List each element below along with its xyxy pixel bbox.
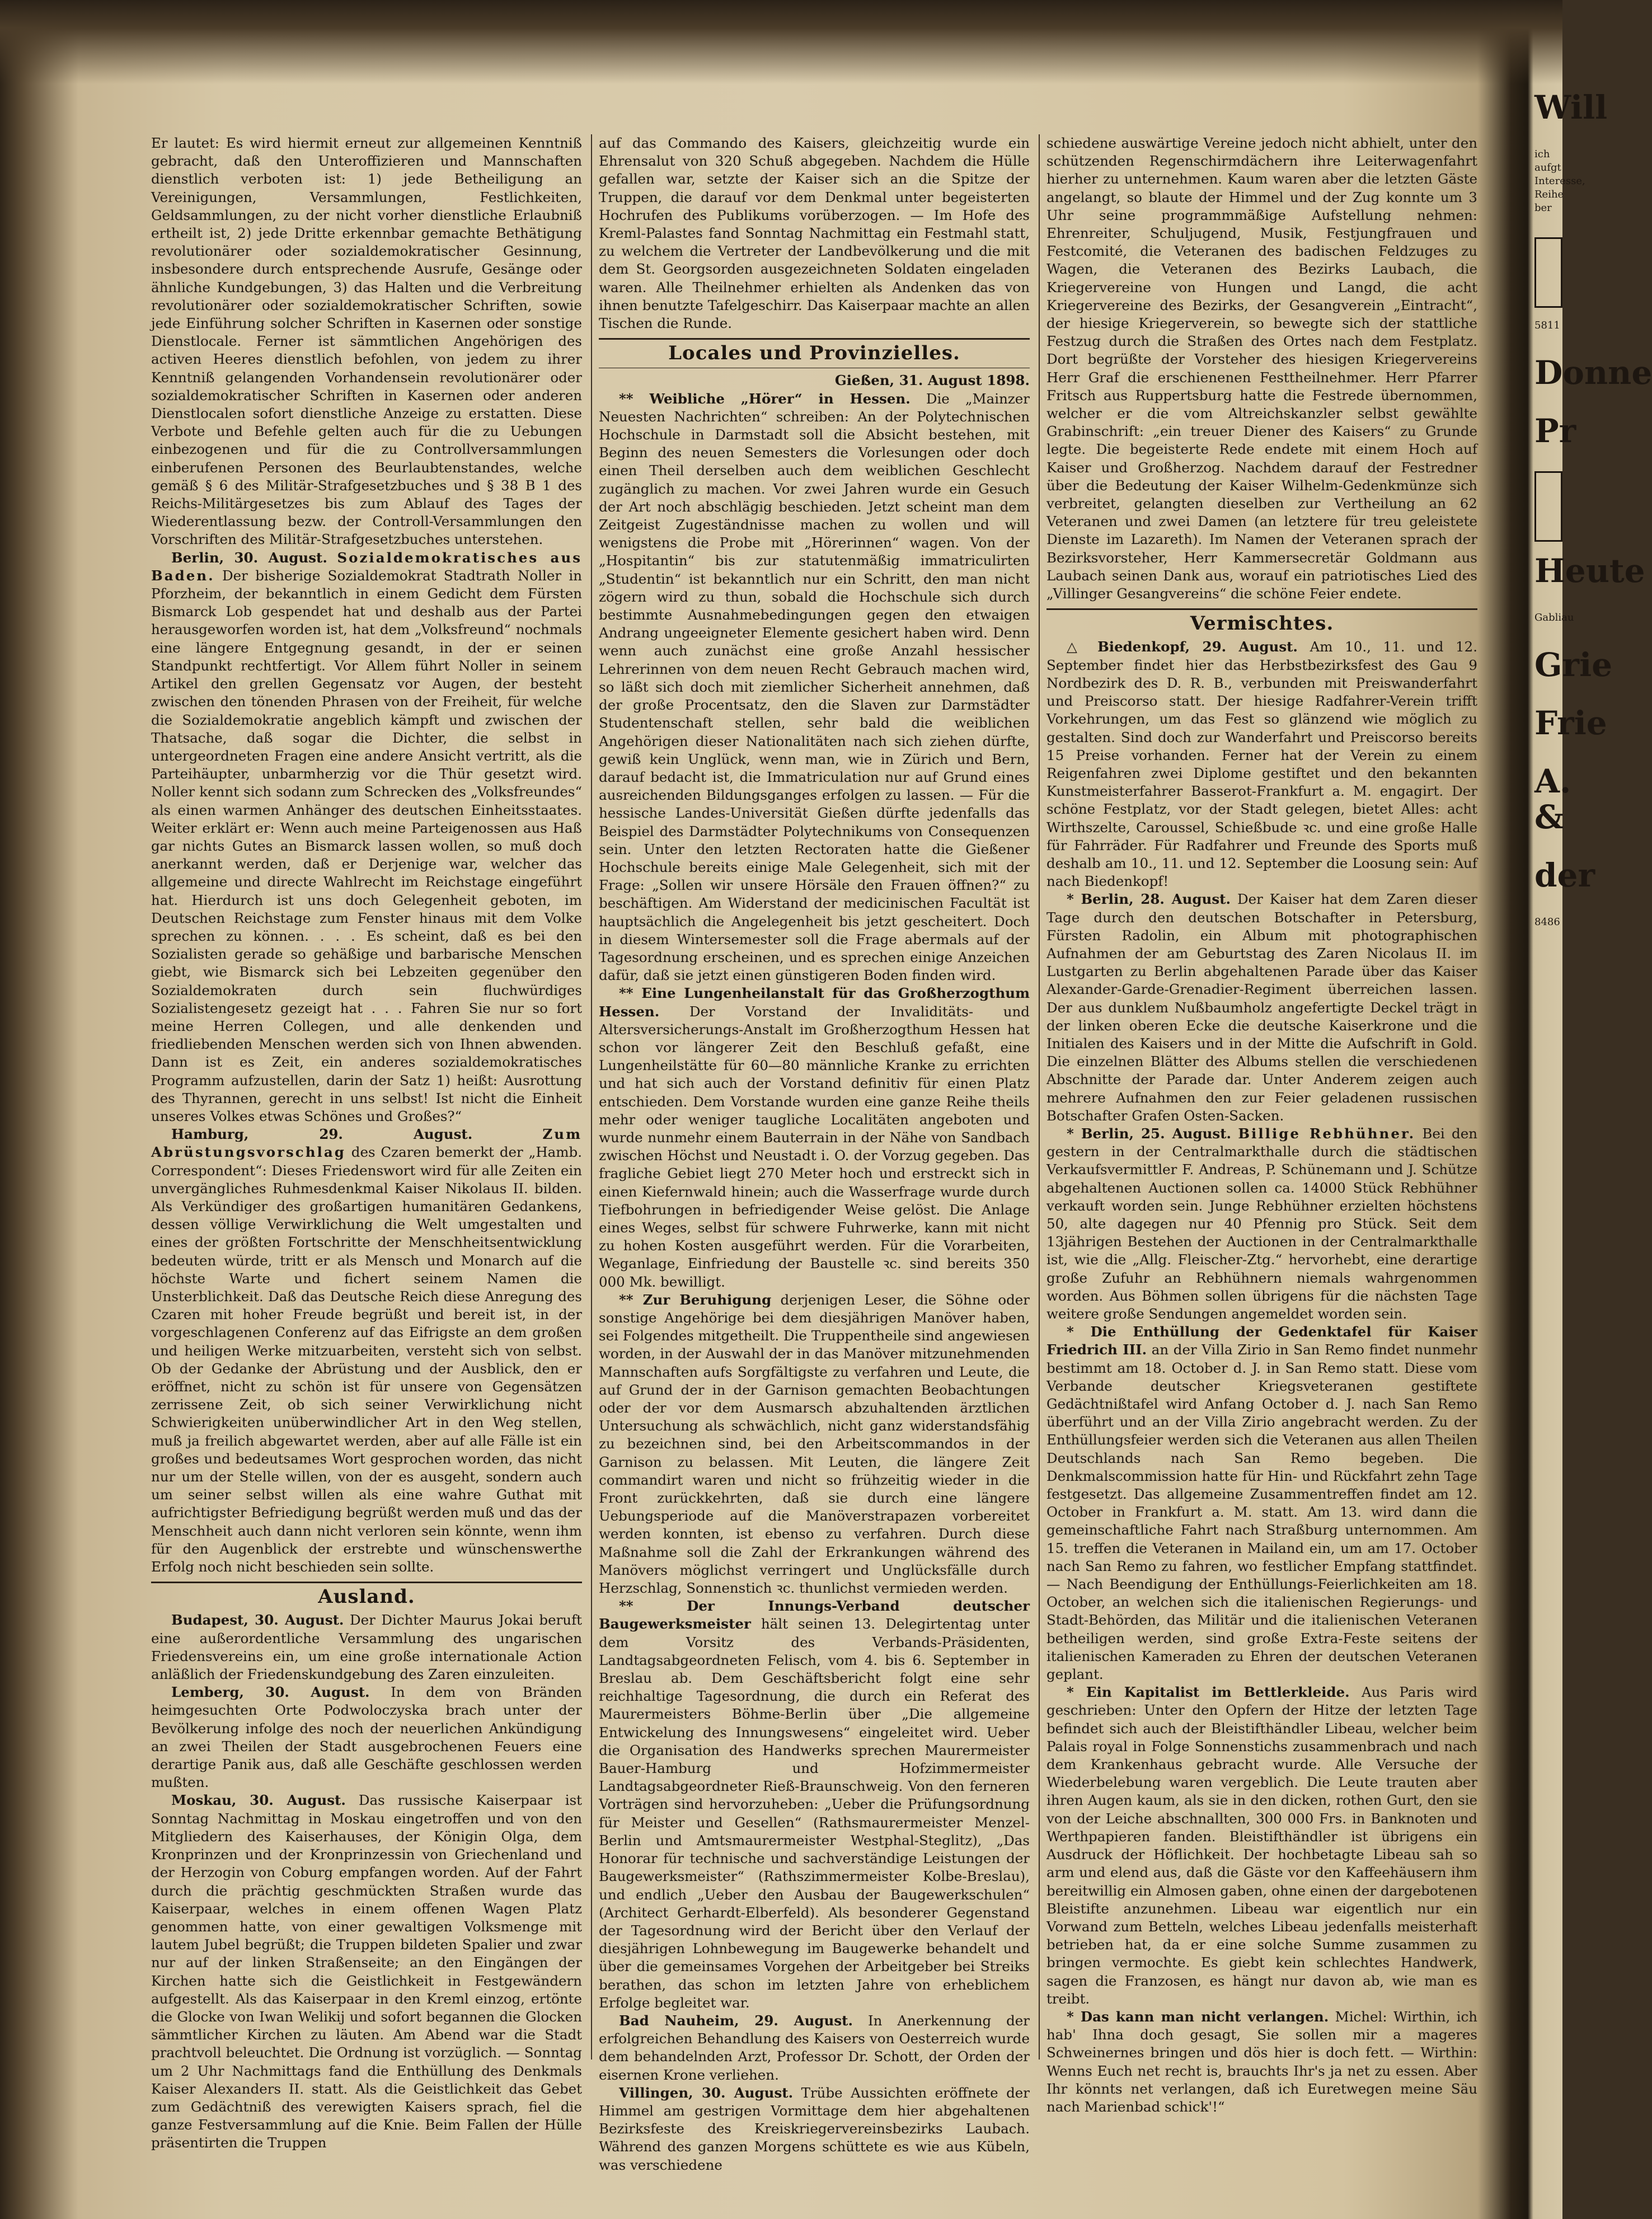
article-berlin-baden (151, 549, 582, 1126)
dateline-lemberg: Lemberg, 30. August. (171, 1684, 370, 1701)
headline-gedenktafel: * Die Enthüllung der Gedenktafel für Kaiser Friedrich III. (1046, 1324, 1477, 1358)
article-weibliche-hoerer (599, 390, 1030, 985)
article-body-moskau: Das russische Kaiserpaar ist Sonntag Nachmittag in Moskau eingetroffen und von den Mitgliedern des Kaiserhauses, der Königin Olga, dem Kronprinzen und der Kronprinzessin von Griechenland und der Herzogin von Coburg empfangen worden. Auf der Fahrt durch die prächtig geschmückten Straßen wurde das Kaiserpaar, welches in einem offenen Wagen Platz genommen hatte, von einer gewaltigen Volksmenge mit lautem Jubel begrüßt; die Truppen bildeten Spalier und zwar nur auf der linken Straßenseite; an den Eingängen der Kirchen hatte sich die Geistlichkeit in Festgewändern aufgestellt. Als das Kaiserpaar in den Kreml einzog, ertönte die Glocke von Iwan Welikij und sofort begannen die Glocken sämmtlicher Kirchen zu läuten. Am Abend war die Stadt prachtvoll beleuchtet. Die Ordnung ist vorzüglich. — Sonntag um 2 Uhr Nachmittags fand die Enthüllung des Denkmals Kaiser Alexanders II. statt. Als die Geistlichkeit das Gebet zum Gedächtniß des verewigten Kaisers sprach, fiel die ganze Festversammlung auf die Knie. Beim Fallen der Hülle präsentirten die Truppen (151, 1792, 582, 2151)
article-biedenkopf (1046, 638, 1477, 890)
strip-fragment-10: der (1534, 856, 1595, 894)
headline-abruestung: Zum Abrüstungsvorschlag (151, 1126, 582, 1161)
article-body-beruhigung: derjenigen Leser, die Söhne oder sonstige Angehörige bei dem diesjährigen Manöver haben, sei Folgendes mitgetheilt. Die Truppentheile sind angewiesen worden, in der Auswahl der in das Manöver mitzunehmenden Mannschaften aufs Sorgfältigste zu verfahren und Leute, die auf Grund der in der Garnison gemachten Beobachtungen oder der vor dem Ausmarsch abzuhaltenden ärztlichen Untersuchung als schwächlich, nicht ganz widerstandsfähig zu bezeichnen sind, bei den Arbeitscommandos in der Garnison zu belassen. Mit Leuten, die längere Zeit commandirt waren und nicht so frühzeitig wieder in die Front zurückkehrten, daß sie durch eine längere Uebungsperiode auf die Manöverstrapazen vorbereitet werden konnten, ist ebenso zu verfahren. Durch diese Maßnahme soll die Zahl der Erkrankungen während des Manövers möglichst verringert und Unglücksfälle durch Herzschlag, Sonnenstich ꝛc. thunlichst vermieden werden. (599, 1291, 1030, 1597)
article-military-decree: Er lautet: Es wird hiermit erneut zur allgemeinen Kenntniß gebracht, daß den Unteroffizieren und Mannschaften dienstlich verboten ist: 1) jede Betheiligung an Vereinigungen, Versammlungen, Festlichkeiten, Geldsammlungen, zu der nicht vorher dienstliche Erlaubniß ertheilt ist, 2) jede Dritte erkennbar gemachte Bethätigung revolutionärer oder sozialdemokratischer Gesinnung, insbesondere durch entsprechende Ausrufe, Gesänge oder ähnliche Kundgebungen, 3) das Halten und die Verbreitung revolutionärer oder sozialdemokratischer Schriften, sowie jede Einführung solcher Schriften in Kasernen oder sonstige Dienstlocale. Ferner ist sämmtlichen Angehörigen des activen Heeres dienstlich befohlen, von jedem zu ihrer Kenntniß gelangenden Vorhandensein revolutionärer oder sozialdemokratischer Schriften in Kasernen oder anderen Dienstlocalen sofort dienstliche Anzeige zu erstatten. Diese Verbote und Befehle gelten auch für die zu Uebungen einbezogenen und für die zu Controllversammlungen einberufenen Personen des Beurlaubtenstandes, welche gemäß § 6 des Militär-Strafgesetzbuches und § 38 B 1 des Reichs-Militärgesetzes bis zum Ablauf des Tages der Wiederentlassung bezw. der Controll-Versammlungen den Vorschriften des Militär-Strafgesetzbuches unterstehen. (151, 135, 582, 548)
dateline-villingen: Villingen, 30. August. (619, 2084, 794, 2101)
strip-fragment-2: ich aufgt Interesse, Reihe ber (1534, 148, 1585, 214)
strip-number-1: 5811 (1534, 320, 1560, 331)
headline-beruhigung: ** Zur Beruhigung (619, 1291, 772, 1308)
strip-fragment-6: Gabliau (1534, 612, 1574, 623)
strip-fragment-3: Donne (1534, 354, 1652, 392)
section-rule (1046, 608, 1477, 610)
headline-sozialdemokratisches: Sozialdemokratisches aus Baden. (151, 549, 583, 584)
dateline-budapest: Budapest, 30. August. (171, 1612, 344, 1629)
article-body-berlin: Der bisherige Sozialdemokrat Stadtrath Noller in Pforzheim, der bekanntlich in einem Gedicht dem Fürsten Bismarck Lob gespendet hat und deshalb aus der Partei herausgeworfen worden ist, hat dem „Volksfreund“ nochmals eine längere Entgegnung gesandt, in der er seinen Standpunkt rechtfertigt. Vor Allem führt Noller in seinem Artikel den grellen Gegensatz vor Augen, der besteht zwischen den tönenden Phrasen von der Freiheit, für welche die Sozialdemokratie angeblich kämpft und zwischen der Thatsache, daß sogar die Dichter, die selbst in untergeordneten Fragen eine andere Ansicht vertritt, als die Parteihäupter, unbarmherzig vor die Thür gesetzt wird. Noller kennt sich sodann zum Schrecken des „Volksfreundes“ als einen warmen Anhänger des deutschen Einheitsstaates. Weiter erklärt er: Wenn auch meine Parteigenossen aus Haß gar nichts Gutes an Bismarck lassen wollen, so muß doch anerkannt werden, daß er Derjenige war, welcher das allgemeine und directe Wahlrecht im Reichstage eingeführt hat. Hierdurch ist uns doch Gelegenheit geboten, im Deutschen Reichstage zum Fenster hinaus mit dem Volke sprechen zu können. . . . Es scheint, daß es bei den Sozialisten gerade so gehäßige und barbarische Menschen giebt, wie Bismarck sich bei Lebzeiten gegenüber den Sozialdemokraten durch sein fluchwürdiges Sozialistengesetz gezeigt hat . . . Fahren Sie nur so fort meine Herren Collegen, und alle denkenden und friedliebenden Menschen werden sich von Ihnen abwenden. Dann ist es Zeit, ein anderes sozialdemokratisches Programm aufzustellen, darin der Satz 1) heißt: Ausrottung des Thyrannen, gerecht in uns selbst! Ist nicht die Einheit unseres Volkes etwas Schönes und Großes?“ (151, 567, 582, 1124)
article-body-kapitalist: Aus Paris wird geschrieben: Unter den Opfern der Hitze der letzten Tage befindet sich auch der Bleistifthändler Libeau, welcher beim Palais royal in Folge Sonnenstichs zusammenbrach und nach dem Krankenhaus gebracht wurde. Alle Versuche der Wiederbelebung waren vergeblich. Die Leute trauten aber ihren Augen kaum, als sie in den dicken, rothen Gurt, den sie von der Leiche abschnallten, 300 000 Frs. in Banknoten und Werthpapieren fanden. Bleistifthändler ist übrigens ein Ausdruck der Höflichkeit. Der hochbetagte Libeau sah so arm und elend aus, daß die Gäste vor den Kaffeehäusern ihm bereitwillig ein Almosen gaben, ohne einen der dargebotenen Bleistifte anzunehmen. Libeau war eigentlich nur ein Vorwand zum Betteln, welches Libeau jedenfalls meisterhaft betrieben hat, da er eine solche Summe zusammen zu bringen vermochte. Es giebt kein schlechtes Handwerk, sagen die Franzosen, es hängt nur davon ab, wie man es treibt. (1046, 1684, 1478, 2007)
article-kapitalist (1046, 1683, 1477, 2008)
strip-fragment-1: Will (1534, 88, 1608, 126)
headline-lungenheilanstalt: ** Eine Lungenheilanstalt für das Großherzogthum Hessen. (599, 985, 1030, 1020)
article-nicht-verlangen (1046, 2008, 1477, 2116)
article-body-berlin-album: Der Kaiser hat dem Zaren dieser Tage durch den deutschen Botschafter in Petersburg, Fürsten Radolin, ein Album mit photographischen Aufnahmen der am Geburtstag des Zaren Nicolaus II. im Lustgarten zu Berlin abgehaltenen Parade über das Kaiser Alexander-Garde-Grenadier-Regiment überreichen lassen. Der aus dunklem Nußbaumholz angefertigte Deckel trägt in der linken oberen Ecke die deutsche Kaiserkrone und die Initialen des Kaisers und in der Mitte die Aufschrift in Gold. Die einzelnen Blätter des Albums stellen die verschiedenen Abschnitte der Parade dar. Unter Anderem zeigen auch mehrere Aufnahmen den zur Feier geladenen russischen Botschafter Grafen Osten-Sacken. (1046, 891, 1478, 1124)
headline-rebhuehner: Billige Rebhühner. (1238, 1125, 1416, 1142)
strip-fragment-8: Frie (1534, 704, 1607, 742)
article-villingen-continued: schiedene auswärtige Vereine jedoch nicht abhielt, unter den schützenden Regenschirmdächern ihre Leiterwagenfahrt hierher zu unternehmen. Kaum waren aber die letzten Gäste angelangt, so blaute der Himmel und der Zug konnte um 3 Uhr seine programmmäßige Aufstellung nehmen: Ehrenreiter, Schuljugend, Musik, Festjungfrauen und Festcomité, die Veteranen des badischen Feldzuges zu Wagen, die Veteranen des Bezirks Laubach, die Kriegervereine von Hungen und Langd, die acht Kriegervereine des Bezirks, der Gesangverein „Eintracht“, der hiesige Kriegerverein, so bewegte sich der stattliche Festzug durch die Straßen des Ortes nach dem Festplatz. Dort begrüßte der Vorsteher des hiesigen Kriegervereins Herr Graf die erschienenen Festtheilnehmer. Herr Pfarrer Fritsch aus Ruppertsburg hatte die Festrede übernommen, welcher er die vom Altreichskanzler selbst gewählte Grabinschrift: „ein treuer Diener des Kaisers“ zu Grunde legte. Die begeisterte Rede endete mit einem Hoch auf Kaiser und Großherzog. Nachdem darauf der Festredner über die Bedeutung der Kaiser Wilhelm-Gedenkmünze sich verbreitet, gelangten dieselben zur Vertheilung an 62 Veteranen und zwei Damen (an letztere für treu geleistete Dienste im Lazareth). Im Namen der Veteranen sprach der Bezirksvorsteher, Herr Kammersecretär Goldmann aus Laubach seinen Dank aus, worauf ein patriotisches Lied des „Villinger Gesangvereins“ die schöne Feier endete. (1046, 135, 1477, 602)
column-2 (599, 134, 1030, 2174)
section-heading-locales: Locales und Provinzielles. (668, 342, 960, 365)
dateline-berlin: Berlin, 30. August. (171, 549, 327, 566)
local-dateline: Gießen, 31. August 1898. (834, 372, 1030, 389)
article-body-bad-nauheim: In Anerkennung der erfolgreichen Behandlung des Kaisers von Oesterreich wurde dem behandelnden Arzt, Professor Dr. Schott, der Orden der eisernen Krone verliehen. (599, 2012, 1030, 2083)
headline-innungs-verband: ** Der Innungs-Verband deutscher Baugewerksmeister (599, 1598, 1030, 1632)
headline-nicht-verlangen: * Das kann man nicht verlangen. (1067, 2008, 1329, 2025)
column-3 (1046, 134, 1477, 2116)
article-lungenheilanstalt (599, 984, 1030, 1291)
headline-weibliche-hoerer: ** Weibliche „Hörer“ in Hessen. (619, 390, 911, 407)
article-berlin-album (1046, 890, 1477, 1125)
newspaper-page (140, 134, 1494, 2183)
article-body-weibliche-hoerer: Die „Mainzer Neuesten Nachrichten“ schreiben: An der Polytechnischen Hochschule in Darmstadt soll die Absicht bestehen, mit Beginn des neuen Semesters die Vorlesungen oder doch einen Theil derselben auch dem weiblichen Geschlecht zugänglich zu machen. Vor zwei Jahren wurde ein Gesuch der Art noch abschlägig beschieden. Jetzt scheint man dem Zeitgeist Zugeständnisse machen zu wollen und will wenigstens die Probe mit „Hörerinnen“ wagen. Von der „Hospitantin“ bis zur statutenmäßig immatriculirten „Studentin“ ist bekanntlich nur ein Schritt, den man nicht zögern wird zu thun, sobald die Hochschule sich durch bestimmte Ausnahmebedingungen gegen den etwaigen Andrang ungeeigneter Elemente gesichert haben wird. Denn wenn auch zunächst eine große Anzahl hessischer Lehrerinnen von dem neuen Recht Gebrauch machen wird, so läßt sich doch mit ziemlicher Sicherheit annehmen, daß der große Procentsatz, den die Slaven zur Darmstädter Studentenschaft stellen, sehr bald die weiblichen Angehörigen dieser Nationalitäten nach sich ziehen dürfte, gewiß kein Unglück, wenn man, wie in Zürich und Bern, darauf bedacht ist, die Immatriculation nur auf Grund eines ausreichenden Bildungsganges erfolgen zu lassen. — Für die hessische Landes-Universität Gießen dürfte jedenfalls das Beispiel des Darmstädter Polytechnikums von Consequenzen sein. Unter den letzten Rectoraten hatte die Gießener Hochschule bereits einige Male Gelegenheit, sich mit der Frage: „Sollen wir unsere Hörsäle den Frauen öffnen?“ zu beschäftigen. Am Widerstand der medicinischen Facultät ist hauptsächlich die Angelegenheit bis jetzt gescheitert. Doch in diesem Wintersemester soll die Frage abermals auf der Tagesordnung erscheinen, und es sprechen einige Anzeichen dafür, daß sie jetzt einen günstigeren Boden finden wird. (599, 390, 1030, 984)
dateline-berlin-25: * Berlin, 25. August. (1067, 1125, 1232, 1142)
section-rule (151, 1582, 582, 1583)
article-body-nicht-verlangen: Michel: Wirthin, ich hab' Ihna doch gesagt, Sie sollen mir a mageres Schweinernes bringen und dös hier is doch fett. — Wirthin: Wenns Euch net recht is, brauchts Ihr's ja net zu essen. Aber Ihr könnts net verlangen, daß ich Euretwegen meine Säu nach Marienbad schick'!“ (1046, 2008, 1477, 2115)
strip-fragment-5: Heute (1534, 552, 1645, 590)
article-moskau (151, 1791, 582, 2152)
article-hamburg (151, 1125, 582, 1576)
section-heading-vermischtes: Vermischtes. (1190, 612, 1334, 635)
article-body-innungs-verband: hält seinen 13. Delegirtentag unter dem Vorsitz des Verbands-Präsidenten, Landtagsabgeordneten Felisch, vom 4. bis 6. September in Breslau ab. Dem Geschäftsbericht folgt eine sehr reichhaltige Tagesordnung, die durch ein Referat des Maurermeisters Böhme-Berlin über „Die allgemeine Entwickelung des Innungswesens“ eingeleitet wird. Ueber die Organisation des Handwerks sprechen Maurermeister Bauer-Hamburg und Hofzimmermeister Landtagsabgeordneter Rieß-Braunschweig. Von den ferneren Vorträgen sind hervorzuheben: „Ueber die Prüfungsordnung für Meister und Gesellen“ (Rathsmaurermeister Menzel-Berlin und Amtsmaurermeister Westphal-Steglitz), „Das Honorar für technische und sachverständige Leistungen der Baugewerksmeister“ (Rathszimmermeister Kolbe-Breslau), und endlich „Ueber den Ausbau der Baugewerkschulen“ (Architect Gerhardt-Elberfeld). Als besonderer Gegenstand der Tagesordnung wird der Bericht über den Verlauf der diesjährigen Lohnbewegung im Baugewerke behandelt und über die gemeinsames Vorgehen der Arbeitgeber bei Streiks berathen, das schon im letzten Jahre von erheblichem Erfolge begleitet war. (599, 1616, 1030, 2011)
headline-kapitalist: * Ein Kapitalist im Bettlerkleide. (1067, 1684, 1350, 1701)
page-top-shadow (0, 0, 1562, 84)
dateline-hamburg: Hamburg, 29. August. (171, 1126, 473, 1143)
article-beruhigung (599, 1291, 1030, 1597)
article-budapest (151, 1611, 582, 1683)
article-innungs-verband (599, 1597, 1030, 2012)
article-body-lungenheilanstalt: Der Vorstand der Invaliditäts- und Altersversicherungs-Anstalt im Großherzogthum Hessen hat schon vor längerer Zeit den Beschluß gefaßt, eine Lungenheilstätte für 60—80 männliche Kranke zu errichten und hat sich auch der Vorstand definitiv für einen Platz entschieden. Dem Vorstande wurden eine ganze Reihe theils mehr oder weniger taugliche Localitäten angeboten und wurde nunmehr einem Bauterrain in der Nähe von Sandbach zwischen Höchst und Neustadt i. O. der Vorzug gegeben. Das fragliche Gebiet liegt 270 Meter hoch und erstreckt sich in einen Kiefernwald hinein; auch die Wasserfrage wurde durch Tiefbohrungen in befriedigender Weise gelöst. Die Anlage eines Weges, selbst für schwere Fuhrwerke, kann mit nicht zu hohen Kosten ausgeführt werden. Für die Vorarbeiten, Weganlage, Einfriedung der Baustelle ꝛc. sind bereits 350 000 Mk. bewilligt. (599, 1003, 1030, 1290)
section-heading-ausland: Ausland. (318, 1585, 415, 1608)
article-gedenktafel (1046, 1323, 1477, 1683)
dateline-berlin-28: * Berlin, 28. August. (1067, 891, 1231, 908)
article-villingen (599, 2084, 1030, 2174)
article-body-biedenkopf: Am 10., 11. und 12. September findet hier das Herbstbezirksfest des Gau 9 Nordbezirk des D. R. B., verbunden mit Preiswanderfahrt und Preiscorso statt. Der hiesige Radfahrer-Verein trifft Vorkehrungen, um das Fest so glänzend wie möglich zu gestalten. Sind doch zur Wanderfahrt und Preiscorso bereits 15 Preise vorhanden. Ferner hat der Verein zu einem Reigenfahren zwei Diplome gestiftet und den bekannten Kunstmeisterfahrer Basserot-Frankfurt a. M. engagirt. Der schöne Festplatz, vor der Stadt gelegen, bietet Alles: acht Wirthszelte, Caroussel, Schießbude ꝛc. und eine große Halle für Fahrräder. Für Radfahrer und Freunde des Sports muß deshalb am 10., 11. und 12. September die Loosung sein: Auf nach Biedenkopf! (1046, 639, 1477, 890)
article-body-hamburg: des Czaren bemerkt der „Hamb. Correspondent“: Dieses Friedenswort wird für alle Zeiten ein unvergängliches Ruhmesdenkmal Kaiser Nikolaus II. bilden. Als Verkündiger des großartigen humanitären Gedankens, dessen völlige Verwirklichung die Welt umgestalten und eines der größten Fortschritte der Menschheitsentwicklung bedeuten würde, tritt er als Mensch und Monarch auf die höchste Warte und fichert seinem Namen die Unsterblichkeit. Daß das Deutsche Reich diese Anregung des Czaren mit hoher Freude begrüßt und bereit ist, in der vorgeschlagenen Conferenz auf das Eifrigste an dem großen und heiligen Werke mitzuarbeiten, versteht sich von selbst. Ob der Gedanke der Abrüstung und der Ausblick, den er eröffnet, nicht zu schön ist für unsere von Gegensätzen zerrissene Zeit, ob sich seiner Verwirklichung nicht Schwierigkeiten unüberwindlicher Art in den Weg stellen, muß ja freilich abgewartet werden, aber auf alle Fälle ist ein großes und bedeutsames Wort gesprochen worden, das nicht nur um der Stelle willen, von der es ausgeht, sondern auch um seiner selbst willen als eine wahre Guthat mit aufrichtigster Befriedigung begrüßt werden muß und das der Menschheit auch dann nicht verloren sein könnte, wenn ihm für den Augenblick der erstrebte und wünschenswerthe Erfolg noch nicht beschieden sein sollte. (151, 1144, 582, 1575)
column-1 (151, 134, 582, 2152)
dateline-bad-nauheim: Bad Nauheim, 29. August. (619, 2012, 853, 2029)
strip-fragment-7: Grie (1534, 646, 1613, 684)
article-moskau-continued: auf das Commando des Kaisers, gleichzeitig wurde ein Ehrensalut von 320 Schuß abgegeben. Nachdem die Hülle gefallen war, setzte der Kaiser sich an die Spitze der Truppen, die darauf vor dem Denkmal unter begeisterten Hochrufen des Publikums vorüberzogen. — Im Hofe des Kreml-Palastes fand Sonntag Nachmittag ein Festmahl statt, zu welchem die Vertreter der Landbevölkerung und die mit dem St. Georgsorden ausgezeichneten Soldaten eingeladen waren. Alle Theilnehmer erhielten als Andenken das von ihnen benutzte Tafelgeschirr. Das Kaiserpaar machte an allen Tischen die Runde. (599, 135, 1030, 332)
article-lemberg (151, 1683, 582, 1791)
dateline-moskau: Moskau, 30. August. (171, 1792, 346, 1809)
strip-ad-box-2 (1534, 471, 1562, 542)
strip-number-2: 8486 (1534, 916, 1560, 928)
section-rule (599, 338, 1030, 340)
article-body-budapest: Der Dichter Maurus Jokai beruft eine außerordentliche Versammlung des ungarischen Friedensvereins ein, um eine große internationale Action anläßlich der Friedenskundgebung des Zaren einzuleiten. (151, 1612, 582, 1683)
article-bad-nauheim (599, 2012, 1030, 2084)
strip-fragment-4: Pr (1534, 412, 1576, 450)
column-separator-2 (1039, 134, 1040, 2060)
dateline-biedenkopf: △ Biedenkopf, 29. August. (1067, 639, 1298, 655)
article-rebhuehner (1046, 1125, 1477, 1323)
strip-ad-box (1534, 237, 1562, 308)
article-body-rebhuehner: Bei den gestern in der Centralmarkthalle durch die städtischen Verkaufsvermittler F. Andreas, P. Schünemann und J. Schütze abgehaltenen Auctionen sollen ca. 14000 Stück Rebhühner verkauft worden sein. Junge Rebhühner erzielten höchstens 50, alte dagegen nur 40 Pfennig pro Stück. Seit dem 13jährigen Bestehen der Auctionen in der Centralmarkthalle ist, wie die „Allg. Fleischer-Ztg.“ hervorhebt, eine derartige große Zufuhr an Rebhühnern niemals wahrgenommen worden. Aus Böhmen sollen übrigens für die nächsten Tage weitere große Sendungen angemeldet worden sein. (1046, 1125, 1477, 1322)
article-body-lemberg: In dem von Bränden heimgesuchten Orte Podwoloczyska brach unter der Bevölkerung infolge des noch der neuerlichen Ankündigung an zwei Theilen der Stadt ausgebrochenen Feuers eine derartige Panik aus, daß alle Geschäfte geschlossen werden mußten. (151, 1684, 582, 1791)
article-body-villingen: Trübe Aussichten eröffnete der Himmel am gestrigen Vormittage dem hier abgehaltenen Bezirksfeste des Kreiskriegervereinsbezirks Laubach. Während des ganzen Morgens schüttete es wie aus Kübeln, was verschiedene (599, 2084, 1030, 2173)
strip-fragment-9: A. & (1534, 762, 1571, 836)
column-separator-1 (591, 134, 592, 2060)
adjacent-page-strip (1534, 88, 1652, 2160)
article-body-gedenktafel: an der Villa Zirio in San Remo findet nunmehr bestimmt am 18. October d. J. in San Remo statt. Diese vom Verbande deutscher Kriegsveteranen gestiftete Gedächtnißtafel wird Anfang October d. J. nach San Remo überführt und an der Villa Zirio angebracht werden. Zu der Enthüllungsfeier werden sich die Veteranen aus allen Theilen Deutschlands nach San Remo begeben. Die Denkmalscommission hatte für Hin- und Rückfahrt zehn Tage festgesetzt. Das allgemeine Zusammentreffen findet am 12. October in Frankfurt a. M. statt. Am 13. wird dann die gemeinschaftliche Fahrt nach Straßburg unternommen. Am 15. treffen die Veteranen in Mailand ein, um am 17. October nach San Remo zu fahren, wo festlicher Empfang stattfindet. — Nach Beendigung der Enthüllungs-Feierlichkeiten am 18. October, an welchen sich die italienischen Regierungs- und Stadt-Behörden, das Militär und die italienischen Veteranen betheiligen werden, sind große Extra-Feste seitens der italienischen Kameraden zu Ehren der deutschen Veteranen geplant. (1046, 1341, 1477, 1683)
